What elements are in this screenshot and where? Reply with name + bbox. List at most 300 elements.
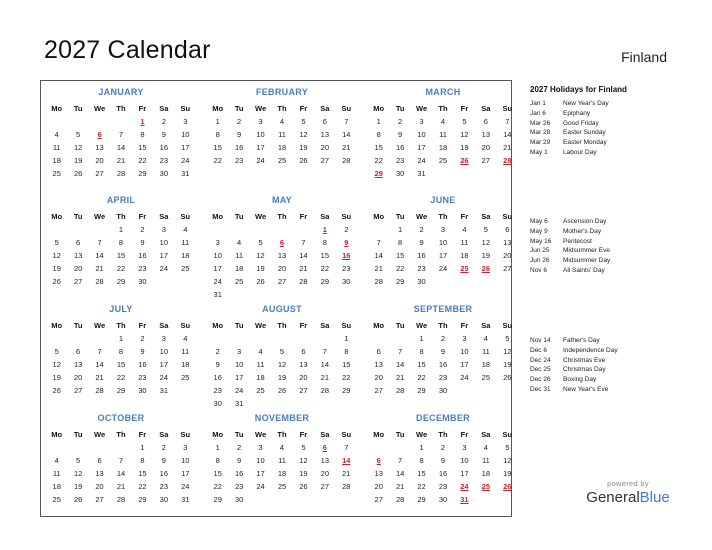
- day-cell: 11: [181, 238, 190, 247]
- weekday-header: We: [94, 104, 106, 113]
- day-cell: 11: [52, 469, 61, 478]
- month-name: NOVEMBER: [254, 413, 310, 423]
- day-cell: 15: [374, 143, 383, 152]
- month-name: FEBRUARY: [255, 87, 309, 97]
- day-cell: 18: [277, 469, 287, 478]
- day-cell: 8: [419, 347, 424, 356]
- day-cell: 5: [301, 443, 306, 452]
- day-cell: 26: [52, 277, 61, 286]
- day-cell: 7: [376, 238, 381, 247]
- day-cell: 29: [116, 386, 126, 395]
- day-cell: 14: [95, 360, 104, 369]
- day-cell: 16: [234, 143, 244, 152]
- day-cell: 20: [374, 373, 383, 382]
- day-cell: 23: [438, 482, 448, 491]
- day-cell: 11: [256, 360, 265, 369]
- weekday-header: Tu: [234, 321, 244, 330]
- day-cell: 29: [116, 277, 126, 286]
- day-cell: 8: [118, 347, 124, 356]
- day-cell: 11: [481, 456, 490, 465]
- day-cell: 12: [73, 143, 83, 152]
- weekday-header: Mo: [373, 212, 385, 221]
- weekday-header: Sa: [159, 430, 169, 439]
- day-cell: 3: [462, 334, 467, 343]
- day-cell: 22: [213, 482, 222, 491]
- day-cell: 1: [344, 334, 349, 343]
- empty-cell: [89, 223, 110, 236]
- day-cell: 28: [395, 386, 405, 395]
- day-cell: 24: [438, 264, 448, 273]
- empty-cell: [46, 223, 67, 236]
- holiday-day: 25: [460, 264, 469, 273]
- day-cell: 13: [277, 251, 287, 260]
- weekday-header: Tu: [73, 104, 83, 113]
- day-cell: 25: [181, 264, 190, 273]
- day-cell: 21: [95, 373, 104, 382]
- day-cell: 19: [299, 469, 308, 478]
- day-cell: 20: [277, 264, 287, 273]
- day-cell: 16: [395, 143, 405, 152]
- weekday-header: Mo: [51, 212, 63, 221]
- day-cell: 13: [73, 251, 83, 260]
- day-cell: 5: [505, 443, 510, 452]
- month-july: [46, 303, 196, 397]
- day-cell: 17: [460, 360, 469, 369]
- holiday-name: Christmas Day: [563, 366, 606, 374]
- weekday-header: Su: [502, 212, 513, 221]
- day-cell: 9: [419, 238, 424, 247]
- holiday-row: [530, 138, 705, 148]
- day-cell: 18: [52, 482, 61, 491]
- day-cell: 3: [161, 334, 166, 343]
- day-cell: 6: [301, 347, 306, 356]
- weekday-header: Sa: [481, 321, 491, 330]
- day-cell: 30: [138, 277, 147, 286]
- day-cell: 8: [215, 130, 220, 139]
- day-cell: 21: [116, 156, 126, 165]
- holiday-row: [530, 227, 705, 237]
- holiday-row: [530, 266, 705, 276]
- day-cell: 29: [138, 495, 147, 504]
- day-cell: 9: [140, 347, 145, 356]
- day-cell: 29: [320, 277, 330, 286]
- weekday-header: Fr: [299, 321, 308, 330]
- holiday-day: 28: [503, 156, 512, 165]
- day-cell: 4: [279, 117, 285, 126]
- weekday-header: Mo: [51, 104, 63, 113]
- day-cell: 17: [181, 469, 190, 478]
- day-cell: 23: [213, 386, 222, 395]
- day-cell: 4: [183, 334, 188, 343]
- day-cell: 25: [277, 482, 287, 491]
- weekday-header: We: [416, 212, 428, 221]
- weekday-header: Th: [438, 430, 448, 439]
- month-name: SEPTEMBER: [413, 304, 473, 314]
- day-cell: 22: [395, 264, 405, 273]
- day-cell: 5: [258, 238, 263, 247]
- weekday-header: We: [94, 430, 106, 439]
- day-cell: 1: [215, 117, 220, 126]
- day-cell: 9: [440, 347, 446, 356]
- holiday-row: [530, 128, 705, 138]
- day-cell: 19: [503, 360, 512, 369]
- empty-cell: [46, 332, 67, 345]
- day-cell: 11: [439, 130, 447, 139]
- day-cell: 26: [73, 495, 83, 504]
- holiday-day: 26: [481, 264, 491, 273]
- weekday-header: Tu: [73, 430, 83, 439]
- day-grid: [368, 319, 518, 397]
- day-cell: 17: [159, 251, 169, 260]
- empty-cell: [228, 223, 249, 236]
- holiday-day: 16: [342, 251, 351, 260]
- holiday-day: 1: [322, 225, 327, 234]
- weekday-header: Fr: [460, 430, 469, 439]
- day-cell: 23: [234, 156, 244, 165]
- day-cell: 8: [140, 456, 145, 465]
- day-cell: 8: [344, 347, 349, 356]
- day-cell: 1: [419, 334, 424, 343]
- day-cell: 16: [138, 251, 147, 260]
- day-cell: 30: [234, 495, 244, 504]
- day-grid: [46, 428, 196, 506]
- day-cell: 13: [320, 456, 330, 465]
- day-cell: 13: [95, 469, 104, 478]
- day-cell: 16: [438, 469, 448, 478]
- day-cell: 14: [503, 130, 512, 139]
- weekday-header: Su: [502, 430, 513, 439]
- day-cell: 29: [213, 495, 222, 504]
- day-cell: 18: [181, 251, 190, 260]
- day-cell: 15: [138, 143, 147, 152]
- weekday-header: Fr: [460, 104, 469, 113]
- day-cell: 18: [234, 264, 244, 273]
- day-cell: 11: [481, 347, 490, 356]
- day-cell: 30: [138, 386, 147, 395]
- day-cell: 20: [374, 482, 383, 491]
- holiday-date: Dec 25: [530, 366, 551, 374]
- page-title: 2027 Calendar: [44, 36, 211, 64]
- weekday-header: Tu: [234, 104, 244, 113]
- holiday-date: May 1: [530, 148, 548, 156]
- day-cell: 5: [54, 347, 59, 356]
- weekday-header: Mo: [373, 321, 385, 330]
- weekday-header: Mo: [212, 321, 224, 330]
- day-cell: 21: [95, 264, 104, 273]
- weekday-header: Th: [116, 104, 126, 113]
- day-cell: 7: [97, 238, 102, 247]
- day-cell: 6: [483, 117, 488, 126]
- holiday-day: 26: [460, 156, 469, 165]
- day-cell: 20: [320, 469, 330, 478]
- holiday-list-q4: [530, 336, 705, 395]
- day-cell: 24: [159, 264, 169, 273]
- day-cell: 3: [215, 238, 220, 247]
- day-grid: [46, 319, 196, 397]
- day-cell: 12: [277, 360, 287, 369]
- holiday-row: [530, 217, 705, 227]
- weekday-header: Mo: [212, 212, 224, 221]
- day-cell: 23: [438, 373, 448, 382]
- day-cell: 9: [237, 456, 242, 465]
- empty-cell: [207, 223, 228, 236]
- day-cell: 9: [215, 360, 220, 369]
- weekday-header: Th: [438, 321, 448, 330]
- day-cell: 21: [395, 373, 405, 382]
- day-cell: 2: [237, 443, 242, 452]
- weekday-header: Su: [502, 321, 513, 330]
- weekday-header: Fr: [460, 321, 469, 330]
- day-cell: 12: [481, 238, 491, 247]
- day-cell: 14: [95, 251, 104, 260]
- holiday-date: Dec 31: [530, 385, 551, 393]
- holiday-day: 9: [344, 238, 349, 247]
- day-cell: 1: [118, 225, 124, 234]
- holidays-title: 2027 Holidays for Finland: [530, 85, 627, 94]
- day-cell: 4: [54, 456, 59, 465]
- day-cell: 19: [299, 143, 308, 152]
- holiday-row: [530, 237, 705, 247]
- day-cell: 27: [481, 156, 491, 165]
- day-cell: 27: [320, 156, 330, 165]
- weekday-header: Sa: [320, 430, 330, 439]
- empty-cell: [228, 332, 249, 345]
- weekday-header: Fr: [138, 212, 147, 221]
- month-november: [207, 412, 357, 506]
- holiday-date: May 6: [530, 218, 548, 225]
- day-cell: 16: [438, 360, 448, 369]
- day-cell: 22: [138, 156, 147, 165]
- day-cell: 3: [258, 117, 263, 126]
- holiday-row: [530, 336, 705, 346]
- holiday-name: Epiphany: [563, 109, 591, 117]
- day-cell: 22: [417, 482, 426, 491]
- day-cell: 15: [395, 251, 405, 260]
- day-cell: 28: [116, 169, 126, 178]
- day-cell: 18: [481, 469, 491, 478]
- weekday-header: We: [416, 430, 428, 439]
- weekday-header: Tu: [73, 212, 83, 221]
- weekday-header: Tu: [395, 104, 405, 113]
- day-cell: 11: [181, 347, 190, 356]
- weekday-header: Mo: [373, 430, 385, 439]
- day-cell: 15: [417, 360, 426, 369]
- day-cell: 20: [320, 143, 330, 152]
- empty-cell: [207, 332, 228, 345]
- day-cell: 18: [277, 143, 287, 152]
- day-cell: 13: [374, 469, 383, 478]
- day-cell: 18: [481, 360, 491, 369]
- month-name: MARCH: [425, 87, 461, 97]
- holiday-name: Boxing Day: [563, 376, 597, 384]
- weekday-header: Fr: [138, 104, 147, 113]
- day-cell: 24: [234, 386, 244, 395]
- empty-cell: [46, 441, 67, 454]
- month-september: [368, 303, 518, 397]
- day-cell: 9: [440, 456, 446, 465]
- day-grid: [207, 319, 357, 410]
- day-cell: 16: [138, 360, 147, 369]
- day-cell: 27: [73, 277, 83, 286]
- day-cell: 3: [237, 347, 242, 356]
- holiday-day: 25: [481, 482, 491, 491]
- weekday-header: Tu: [234, 212, 244, 221]
- day-cell: 8: [140, 130, 145, 139]
- holiday-name: Easter Sunday: [563, 129, 606, 137]
- month-name: APRIL: [106, 195, 136, 205]
- day-cell: 3: [258, 443, 263, 452]
- day-grid: [207, 102, 357, 167]
- weekday-header: Sa: [481, 430, 491, 439]
- day-cell: 21: [503, 143, 512, 152]
- day-cell: 29: [138, 169, 147, 178]
- day-cell: 12: [52, 360, 61, 369]
- day-cell: 16: [417, 251, 426, 260]
- day-cell: 25: [277, 156, 287, 165]
- day-cell: 8: [118, 238, 124, 247]
- holiday-name: Good Friday: [563, 119, 599, 127]
- holiday-day: 6: [376, 456, 381, 465]
- day-cell: 20: [481, 143, 491, 152]
- day-cell: 3: [183, 443, 188, 452]
- day-cell: 11: [235, 251, 244, 260]
- day-cell: 14: [320, 360, 330, 369]
- day-cell: 25: [52, 169, 61, 178]
- day-cell: 16: [234, 469, 244, 478]
- day-cell: 4: [258, 347, 263, 356]
- holiday-name: Labour Day: [563, 148, 597, 156]
- day-cell: 21: [374, 264, 383, 273]
- day-cell: 10: [256, 456, 265, 465]
- day-cell: 24: [213, 277, 222, 286]
- day-cell: 24: [256, 156, 265, 165]
- day-cell: 25: [481, 373, 491, 382]
- day-cell: 25: [234, 277, 244, 286]
- weekday-header: Su: [180, 430, 191, 439]
- weekday-header: Su: [180, 104, 191, 113]
- holiday-row: [530, 109, 705, 119]
- day-cell: 4: [183, 225, 188, 234]
- day-cell: 16: [159, 143, 169, 152]
- day-cell: 10: [438, 238, 448, 247]
- day-cell: 7: [398, 347, 403, 356]
- month-name: DECEMBER: [416, 413, 470, 423]
- weekday-header: We: [94, 212, 106, 221]
- day-cell: 22: [138, 482, 147, 491]
- holiday-day: 26: [503, 482, 512, 491]
- day-cell: 23: [138, 373, 147, 382]
- day-grid: [46, 210, 196, 288]
- weekday-header: We: [255, 212, 267, 221]
- day-grid: [207, 428, 357, 506]
- brand-name-general: General: [586, 489, 640, 506]
- weekday-header: Mo: [212, 430, 224, 439]
- day-cell: 23: [159, 482, 169, 491]
- month-february: [207, 86, 357, 167]
- day-cell: 26: [299, 482, 308, 491]
- day-cell: 17: [213, 264, 222, 273]
- weekday-header: Su: [341, 321, 352, 330]
- day-cell: 19: [73, 156, 83, 165]
- day-cell: 28: [116, 495, 126, 504]
- day-cell: 2: [440, 334, 446, 343]
- day-cell: 19: [277, 373, 287, 382]
- day-cell: 16: [159, 469, 169, 478]
- day-cell: 27: [374, 386, 383, 395]
- holiday-name: Pentecost: [563, 237, 592, 245]
- holiday-day: 24: [460, 482, 469, 491]
- empty-cell: [110, 115, 131, 128]
- day-cell: 27: [95, 169, 104, 178]
- day-cell: 12: [73, 469, 83, 478]
- brand-logo[interactable]: [583, 479, 673, 506]
- day-cell: 5: [505, 334, 510, 343]
- day-cell: 28: [342, 482, 351, 491]
- day-cell: 10: [159, 238, 169, 247]
- day-cell: 13: [481, 130, 491, 139]
- day-cell: 26: [52, 386, 61, 395]
- day-cell: 2: [161, 443, 166, 452]
- day-cell: 12: [256, 251, 265, 260]
- empty-cell: [67, 332, 88, 345]
- day-cell: 5: [301, 117, 306, 126]
- month-march: [368, 86, 518, 180]
- day-cell: 1: [215, 443, 220, 452]
- day-cell: 27: [299, 386, 308, 395]
- day-cell: 3: [440, 225, 446, 234]
- holiday-name: Father's Day: [563, 337, 600, 344]
- day-cell: 19: [52, 373, 61, 382]
- weekday-header: Sa: [320, 321, 330, 330]
- day-cell: 30: [395, 169, 405, 178]
- empty-cell: [46, 115, 67, 128]
- holiday-day: 31: [460, 495, 469, 504]
- day-cell: 9: [161, 130, 166, 139]
- day-cell: 4: [237, 238, 242, 247]
- weekday-header: Su: [341, 430, 352, 439]
- day-cell: 21: [395, 482, 405, 491]
- holiday-row: [530, 375, 705, 385]
- day-cell: 7: [398, 456, 403, 465]
- day-cell: 1: [376, 117, 381, 126]
- day-cell: 12: [299, 456, 308, 465]
- day-cell: 10: [181, 130, 190, 139]
- day-cell: 13: [299, 360, 308, 369]
- day-cell: 12: [52, 251, 61, 260]
- day-cell: 18: [438, 143, 448, 152]
- day-cell: 2: [419, 225, 424, 234]
- holiday-row: [530, 356, 705, 366]
- holiday-day: 6: [322, 443, 327, 452]
- day-cell: 8: [322, 238, 327, 247]
- day-cell: 6: [376, 347, 381, 356]
- weekday-header: Fr: [299, 430, 308, 439]
- day-cell: 15: [213, 143, 222, 152]
- day-cell: 28: [95, 277, 104, 286]
- holiday-name: New Year's Eve: [563, 385, 609, 393]
- day-cell: 31: [213, 290, 222, 299]
- day-cell: 28: [95, 386, 104, 395]
- day-cell: 13: [73, 360, 83, 369]
- day-grid: [368, 428, 518, 506]
- day-cell: 21: [342, 469, 351, 478]
- holiday-date: Dec 24: [530, 356, 551, 364]
- day-cell: 17: [438, 251, 448, 260]
- month-june: [368, 194, 518, 288]
- day-cell: 23: [395, 156, 405, 165]
- day-cell: 2: [161, 117, 166, 126]
- day-cell: 15: [320, 251, 330, 260]
